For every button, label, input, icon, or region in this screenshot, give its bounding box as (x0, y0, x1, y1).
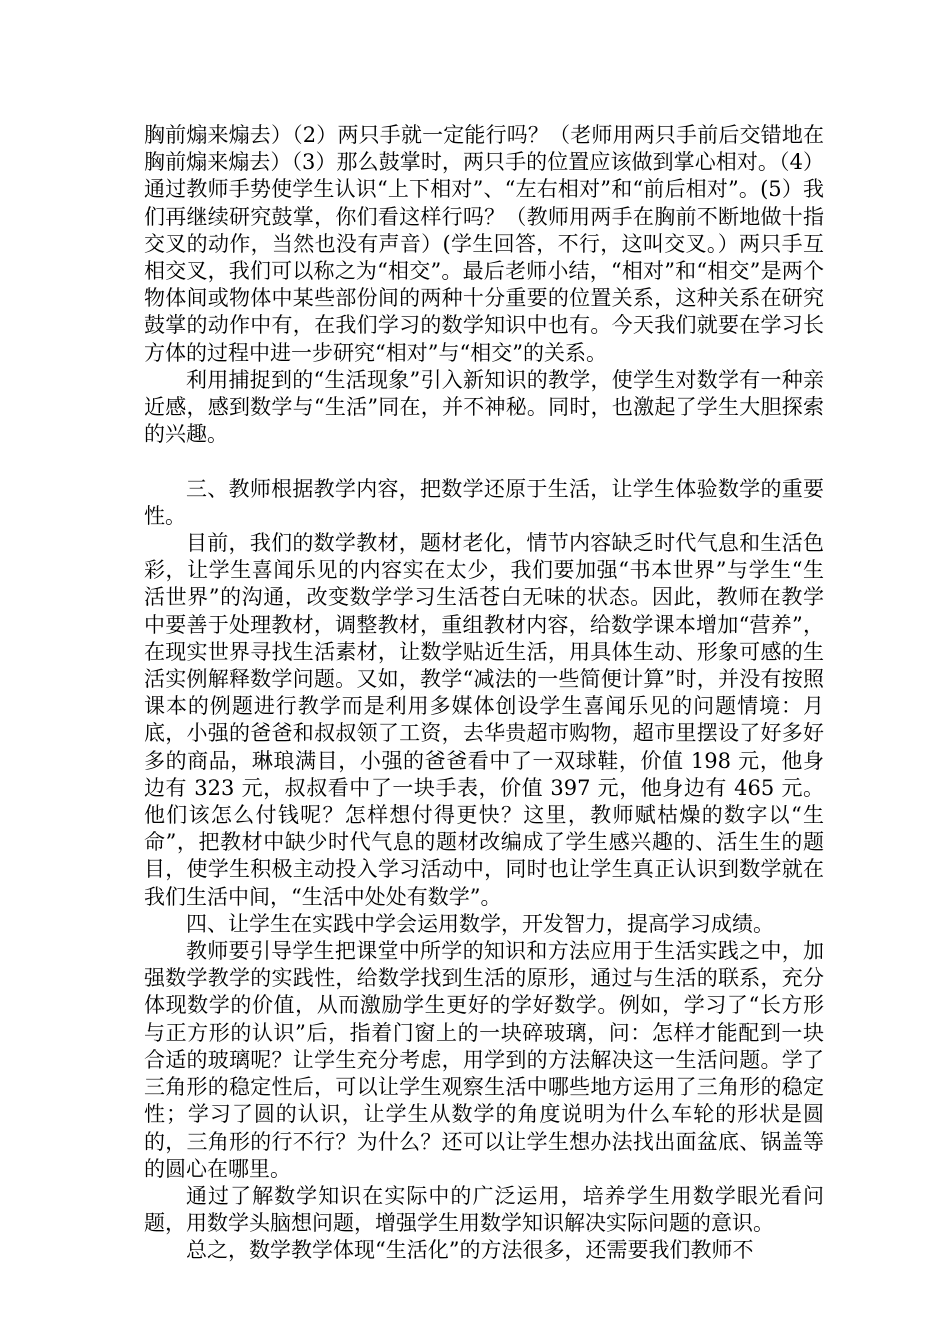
document-body (144, 122, 824, 1265)
paragraph-spacer (144, 448, 824, 475)
paragraph-conclusion: 总之，数学教学体现“生活化”的方法很多，还需要我们教师不 (186, 1238, 754, 1263)
section-heading-four: 四、让学生在实践中学会运用数学，开发智力，提高学习成绩。 (186, 911, 774, 936)
paragraph-application-awareness: 通过了解数学知识在实际中的广泛运用，培养学生用数学眼光看问题，用数学头脑想问题，增强学生用数学知识解决实际问题的意识。 (144, 1183, 824, 1236)
paragraph-clapping-lesson: 胸前煽来煽去）（2）两只手就一定能行吗？（老师用两只手前后交错地在胸前煽来煽去）（3）那么鼓掌时，两只手的位置应该做到掌心相对。（4）通过教师手势使学生认识“上下相对”、“左右相对”和“前后相对”。(5）我们再继续研究鼓掌，你们看这样行吗？（教师用两手在胸前不断地做十指交叉的动作，当然也没有声音）(学生回答，不行，这叫交叉。）两只手互相交叉，我们可以称之为“相交”。最后老师小结，“相对”和“相交”是两个物体间或物体中某些部份间的两种十分重要的位置关系，这种关系在研究鼓掌的动作中有，在我们学习的数学知识中也有。今天我们就要在学习长方体的过程中进一步研究“相对”与“相交”的关系。 (144, 123, 824, 365)
section-heading-three: 三、教师根据教学内容，把数学还原于生活，让学生体验数学的重要性。 (144, 476, 824, 528)
paragraph-textbook-example: 目前，我们的数学教材，题材老化，情节内容缺乏时代气息和生活色彩，让学生喜闻乐见的内容实在太少，我们要加强“书本世界”与学生“生活世界”的沟通，改变数学学习生活苍白无味的状态。因此，教师在教学中要善于处理教材，调整教材，重组教材内容，给数学课本增加“营养”，在现实世界寻找生活素材，让数学贴近生活，用具体生动、形象可感的生活实例解释数学问题。又如，教学“减法的一些简便计算”时，并没有按照课本的例题进行教学而是利用多媒体创设学生喜闻乐见的问题情境：月底，小强的爸爸和叔叔领了工资，去华贵超市购物，超市里摆设了好多好多的商品，琳琅满目，小强的爸爸看中了一双球鞋，价值 198 元，他身边有 323 元，叔叔看中了一块手表，价值 397 元，他身边有 465 元。他们该怎么付钱呢？怎样想付得更快？这里，教师赋枯燥的数字以“生命”，把教材中缺少时代气息的题材改编成了学生感兴趣的、活生生的题目，使学生积极主动投入学习活动中，同时也让学生真正认识到数学就在我们生活中间，“生活中处处有数学”。 (144, 531, 824, 909)
paragraph-life-phenomena: 利用捕捉到的“生活现象”引入新知识的教学，使学生对数学有一种亲近感，感到数学与“生活”同在，并不神秘。同时，也激起了学生大胆探索的兴趣。 (144, 367, 824, 447)
paragraph-practice-example: 教师要引导学生把课堂中所学的知识和方法应用于生活实践之中，加强数学教学的实践性，给数学找到生活的原形，通过与生活的联系，充分体现数学的价值，从而激励学生更好的学好数学。例如，学习了“长方形与正方形的认识”后，指着门窗上的一块碎玻璃，问：怎样才能配到一块合适的玻璃呢？让学生充分考虑，用学到的方法解决这一生活问题。学了三角形的稳定性后，可以让学生观察生活中哪些地方运用了三角形的稳定性；学习了圆的认识，让学生从数学的角度说明为什么车轮的形状是圆的，三角形的行不行？为什么？还可以让学生想办法找出面盆底、锅盖等的圆心在哪里。 (144, 939, 824, 1181)
